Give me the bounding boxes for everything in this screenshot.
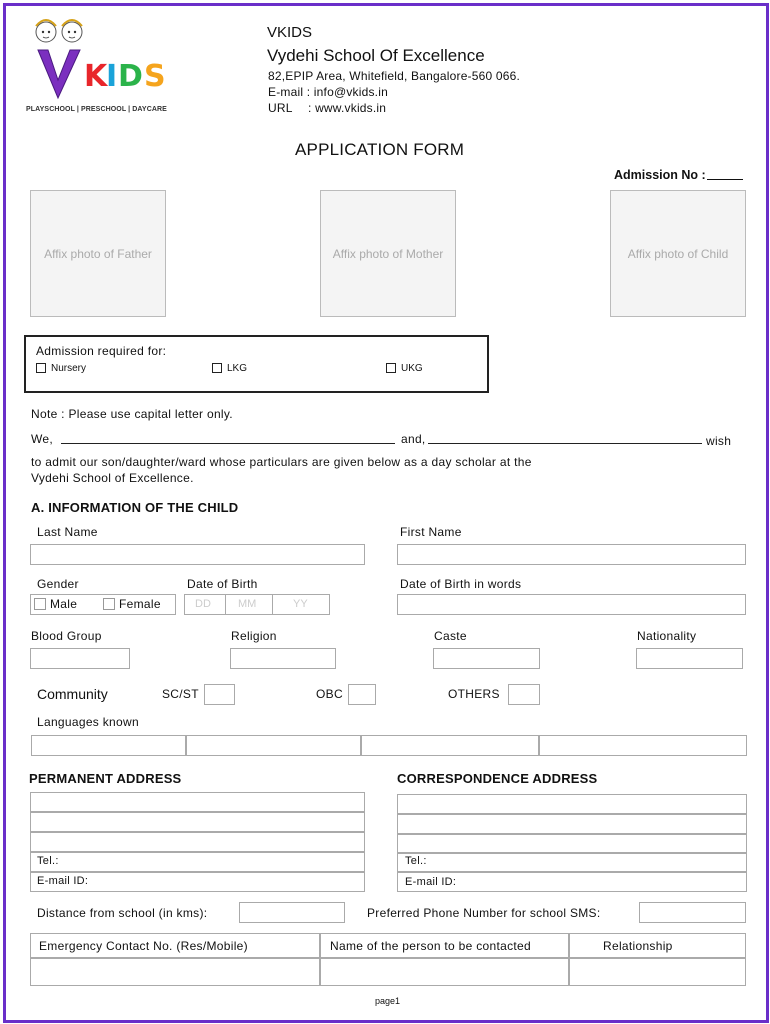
school-name: Vydehi School Of Excellence: [267, 46, 485, 65]
gender-label: Gender: [37, 577, 79, 591]
emergency-contact-input[interactable]: [30, 957, 321, 986]
obc-label: OBC: [316, 687, 343, 701]
child-photo-label: Affix photo of Child: [627, 246, 729, 261]
admission-required-box: [24, 335, 489, 393]
school-address: 82,EPIP Area, Whitefield, Bangalore-560 066.: [268, 69, 521, 83]
language-input-3[interactable]: [361, 735, 539, 756]
dob-dd-placeholder: DD: [195, 598, 211, 610]
emergency-relationship-input[interactable]: [568, 957, 746, 986]
parent-name-2-field[interactable]: [428, 443, 702, 444]
permanent-address-heading: PERMANENT ADDRESS: [29, 771, 182, 786]
first-name-input[interactable]: [397, 544, 746, 565]
others-label: OTHERS: [448, 687, 500, 701]
option-nursery[interactable]: [36, 363, 86, 374]
female-label: Female: [119, 597, 161, 611]
declaration-line-2: to admit our son/daughter/ward whose particulars are given below as a day scholar at the: [31, 455, 532, 469]
nursery-label: Nursery: [51, 363, 87, 374]
male-label: Male: [50, 597, 78, 611]
sms-phone-input[interactable]: [639, 902, 746, 923]
mother-photo-label: Affix photo of Mother: [332, 246, 444, 261]
emergency-name-input[interactable]: [319, 957, 570, 986]
lkg-label: LKG: [227, 363, 248, 374]
community-label: Community: [37, 686, 108, 702]
correspondence-tel-label: Tel.:: [405, 855, 427, 867]
dob-label: Date of Birth: [187, 577, 258, 591]
last-name-input[interactable]: [30, 544, 365, 565]
correspondence-address-heading: CORRESPONDENCE ADDRESS: [397, 771, 598, 786]
correspondence-email-label: E-mail ID:: [405, 876, 457, 888]
blood-group-label: Blood Group: [31, 629, 102, 643]
dob-mm-placeholder: MM: [238, 598, 257, 610]
parent-name-1-field[interactable]: [61, 443, 395, 444]
declaration-we: We,: [31, 432, 54, 446]
sc-st-checkbox[interactable]: [204, 684, 235, 705]
blood-group-input[interactable]: [30, 648, 130, 669]
dob-words-input[interactable]: [397, 594, 746, 615]
permanent-address-line-2[interactable]: [30, 812, 365, 832]
logo-v: [38, 50, 80, 98]
school-url: : www.vkids.in: [308, 101, 387, 115]
sc-st-label: SC/ST: [162, 687, 199, 701]
permanent-email-label: E-mail ID:: [37, 875, 89, 887]
permanent-email-input[interactable]: [30, 872, 365, 892]
language-input-4[interactable]: [539, 735, 747, 756]
lkg-checkbox[interactable]: [212, 363, 222, 373]
school-url-label: URL: [268, 101, 293, 115]
sms-phone-label: Preferred Phone Number for school SMS:: [367, 906, 601, 920]
admission-no-field[interactable]: [707, 179, 743, 180]
logo-caption: PLAYSCHOOL | PRESCHOOL | DAYCARE: [26, 106, 167, 113]
correspondence-address-line-2[interactable]: [397, 814, 747, 834]
others-checkbox[interactable]: [508, 684, 540, 705]
religion-label: Religion: [231, 629, 277, 643]
section-a-title: INFORMATION OF THE CHILD: [48, 500, 239, 515]
caste-label: Caste: [434, 629, 467, 643]
page-number: page1: [375, 996, 401, 1006]
vkids-logo: [24, 10, 184, 105]
dob-yy-placeholder: YY: [293, 598, 308, 610]
correspondence-address-line-3[interactable]: [397, 834, 747, 854]
emergency-contact-column-label: Emergency Contact No. (Res/Mobile): [39, 939, 248, 953]
emergency-header-contact: [30, 933, 321, 959]
dob-mm-input[interactable]: [225, 594, 273, 615]
ukg-checkbox[interactable]: [386, 363, 396, 373]
distance-label: Distance from school (in kms):: [37, 906, 208, 920]
declaration-wish: wish: [706, 434, 732, 448]
school-email: E-mail : info@vkids.in: [268, 85, 388, 99]
emergency-relationship-column-label: Relationship: [603, 939, 673, 953]
emergency-header-name: [319, 933, 570, 959]
ukg-label: UKG: [401, 363, 423, 374]
permanent-tel-label: Tel.:: [37, 855, 59, 867]
dob-dd-input[interactable]: [184, 594, 226, 615]
permanent-address-line-3[interactable]: [30, 832, 365, 852]
correspondence-tel-input[interactable]: [397, 852, 747, 872]
children-illustration: [36, 20, 82, 42]
male-checkbox[interactable]: [34, 598, 46, 610]
child-photo-box[interactable]: [610, 190, 746, 317]
mother-photo-box[interactable]: [320, 190, 456, 317]
correspondence-address-line-1[interactable]: [397, 794, 747, 814]
admission-required-label: Admission required for:: [36, 344, 167, 358]
distance-input[interactable]: [239, 902, 345, 923]
nationality-input[interactable]: [636, 648, 743, 669]
nationality-label: Nationality: [637, 629, 697, 643]
first-name-label: First Name: [400, 525, 462, 539]
svg-text:D: D: [118, 59, 143, 94]
dob-yy-input[interactable]: [272, 594, 330, 615]
last-name-label: Last Name: [37, 525, 98, 539]
section-a-letter: A.: [31, 500, 45, 515]
gender-group: [30, 594, 176, 615]
declaration-line-3: Vydehi School of Excellence.: [31, 471, 194, 485]
form-title: APPLICATION FORM: [295, 140, 465, 159]
language-input-2[interactable]: [186, 735, 361, 756]
language-input-1[interactable]: [31, 735, 186, 756]
religion-input[interactable]: [230, 648, 336, 669]
admission-no-label: Admission No :: [614, 168, 706, 182]
svg-text:S: S: [144, 59, 166, 94]
option-ukg[interactable]: [386, 363, 423, 374]
father-photo-label: Affix photo of Father: [44, 246, 152, 261]
section-a-heading: [31, 500, 238, 515]
permanent-address-line-1[interactable]: [30, 792, 365, 812]
father-photo-box[interactable]: [30, 190, 166, 317]
org-short-name: VKIDS: [267, 24, 313, 41]
emergency-name-column-label: Name of the person to be contacted: [330, 939, 531, 953]
svg-text:K: K: [84, 59, 108, 94]
female-checkbox[interactable]: [103, 598, 115, 610]
correspondence-email-input[interactable]: [397, 872, 747, 892]
emergency-header-relationship: [568, 933, 746, 959]
languages-label: Languages known: [37, 715, 139, 729]
declaration-and: and,: [401, 432, 426, 446]
svg-text:I: I: [106, 59, 118, 94]
caste-input[interactable]: [433, 648, 540, 669]
permanent-tel-input[interactable]: [30, 852, 365, 872]
option-lkg[interactable]: [212, 363, 247, 374]
dob-words-label: Date of Birth in words: [400, 577, 522, 591]
obc-checkbox[interactable]: [348, 684, 376, 705]
nursery-checkbox[interactable]: [36, 363, 46, 373]
note-text: Note : Please use capital letter only.: [31, 407, 233, 421]
